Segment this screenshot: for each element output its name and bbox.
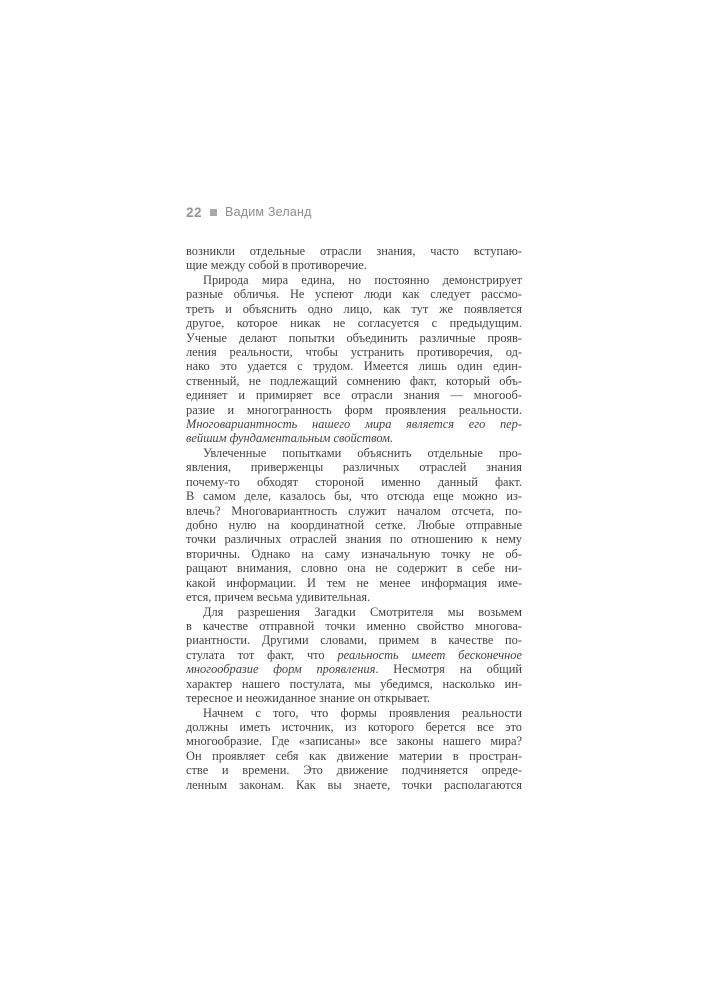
text-line (186, 605, 522, 619)
text-line (186, 590, 522, 604)
text-segment: . Несмотря на общий (375, 662, 522, 677)
page-body (186, 244, 522, 792)
italic-text-segment: Многовариантность нашего мира является его пер- (186, 417, 522, 432)
paragraph (186, 244, 522, 273)
text-segment: Для разрешения Загадки Смотрителя мы возьмем (203, 604, 522, 619)
text-segment: нако это удается с трудом. Имеется лишь один един- (186, 359, 522, 374)
text-line (186, 648, 522, 662)
text-line (186, 446, 522, 460)
text-segment: многообразие. Где «записаны» все законы нашего мира? (186, 734, 522, 749)
text-segment: щие между собой в противоречие. (186, 258, 367, 273)
italic-text-segment: многообразие форм проявления (186, 662, 376, 677)
text-line (186, 720, 522, 734)
text-segment: почему-то обходят стороной именно данный факт. (186, 474, 522, 489)
italic-text-segment: реальность имеет бесконечное (337, 647, 522, 662)
text-line (186, 273, 522, 287)
text-line (186, 374, 522, 388)
text-line (186, 691, 522, 705)
text-line (186, 749, 522, 763)
text-line (186, 258, 522, 272)
text-line (186, 547, 522, 561)
text-segment: стулата тот факт, что (186, 647, 338, 662)
paragraph (186, 706, 522, 793)
text-segment: Ученые делают попытки объединить различные прояв- (186, 330, 522, 345)
text-segment: другое, которое никак не согласуется с предыдущим. (186, 316, 522, 331)
text-line (186, 778, 522, 792)
text-line (186, 359, 522, 373)
text-segment: возникли отдельные отрасли знания, часто вступаю- (186, 244, 522, 258)
text-segment: ращают внимания, словно она не содержит в себе ни- (186, 561, 522, 576)
italic-text-segment: вейшим фундаментальным свойством. (186, 431, 394, 446)
text-line (186, 532, 522, 546)
text-segment: тересное и неожиданное знание он открывает. (186, 691, 431, 706)
text-line (186, 576, 522, 590)
text-line (186, 489, 522, 503)
running-header (186, 205, 312, 219)
paragraph (186, 446, 522, 605)
page-number: 22 (186, 204, 203, 220)
text-segment: риантности. Другими словами, примем в качестве по- (186, 633, 522, 648)
text-segment: влечь? Многовариантность служит началом отсчета, по- (186, 503, 522, 518)
text-line (186, 475, 522, 489)
text-segment: ленным законам. Как вы знаете, точки располагаются (186, 777, 522, 792)
text-line (186, 331, 522, 345)
text-line (186, 431, 522, 445)
text-line (186, 633, 522, 647)
text-segment: разные обличья. Не успеют люди как следует рассмо- (186, 287, 522, 302)
text-segment: в качестве отправной точки именно свойство многова- (186, 618, 522, 633)
paragraph (186, 605, 522, 706)
text-segment: добно нулю на координатной сетке. Любые отправные (186, 518, 522, 533)
text-line (186, 518, 522, 532)
text-segment: треть и объяснить одно лицо, как тут же появляется (186, 301, 522, 316)
text-line (186, 345, 522, 359)
paragraph (186, 273, 522, 446)
text-segment: разие и многогранность форм проявления реальности. (186, 402, 522, 417)
text-line (186, 677, 522, 691)
author-name: Вадим Зеланд (225, 205, 312, 219)
text-line (186, 734, 522, 748)
text-line (186, 403, 522, 417)
text-line (186, 316, 522, 330)
text-line (186, 244, 522, 258)
text-line (186, 662, 522, 676)
text-segment: единяет и примиряет все отрасли знания — многооб- (186, 388, 522, 403)
text-line (186, 619, 522, 633)
text-segment: точки различных отраслей знания по отношению к нему (186, 532, 522, 547)
text-segment: ется, причем весьма удивительная. (186, 590, 371, 605)
text-line (186, 561, 522, 575)
text-segment: Начнем с того, что формы проявления реальности (203, 705, 522, 720)
text-line (186, 417, 522, 431)
text-segment: Увлеченные попытками объяснить отдельные про- (203, 445, 522, 460)
text-segment: стве и времени. Это движение подчиняется опреде- (186, 763, 522, 778)
text-line (186, 287, 522, 301)
text-line (186, 706, 522, 720)
text-segment: Природа мира едина, но постоянно демонстрирует (203, 272, 522, 287)
text-line (186, 460, 522, 474)
text-segment: Он проявляет себя как движение материи в простран- (186, 748, 522, 763)
text-line (186, 504, 522, 518)
text-segment: должны иметь источник, из которого берется все это (186, 719, 522, 734)
text-line (186, 388, 522, 402)
text-segment: В самом деле, казалось бы, что отсюда еще можно из- (186, 489, 522, 504)
text-line (186, 302, 522, 316)
text-segment: явления, приверженцы различных отраслей знания (186, 460, 522, 475)
text-line (186, 763, 522, 777)
text-segment: ления реальности, чтобы устранить противоречия, од- (186, 344, 522, 359)
square-bullet-icon (210, 209, 217, 216)
text-segment: вторичны. Однако на саму изначальную точку не об- (186, 546, 522, 561)
text-segment: какой информации. И тем не менее информация име- (186, 575, 522, 590)
text-segment: характер нашего постулата, мы убедимся, насколько ин- (186, 676, 522, 691)
text-segment: ственный, не подлежащий сомнению факт, который объ- (186, 373, 522, 388)
